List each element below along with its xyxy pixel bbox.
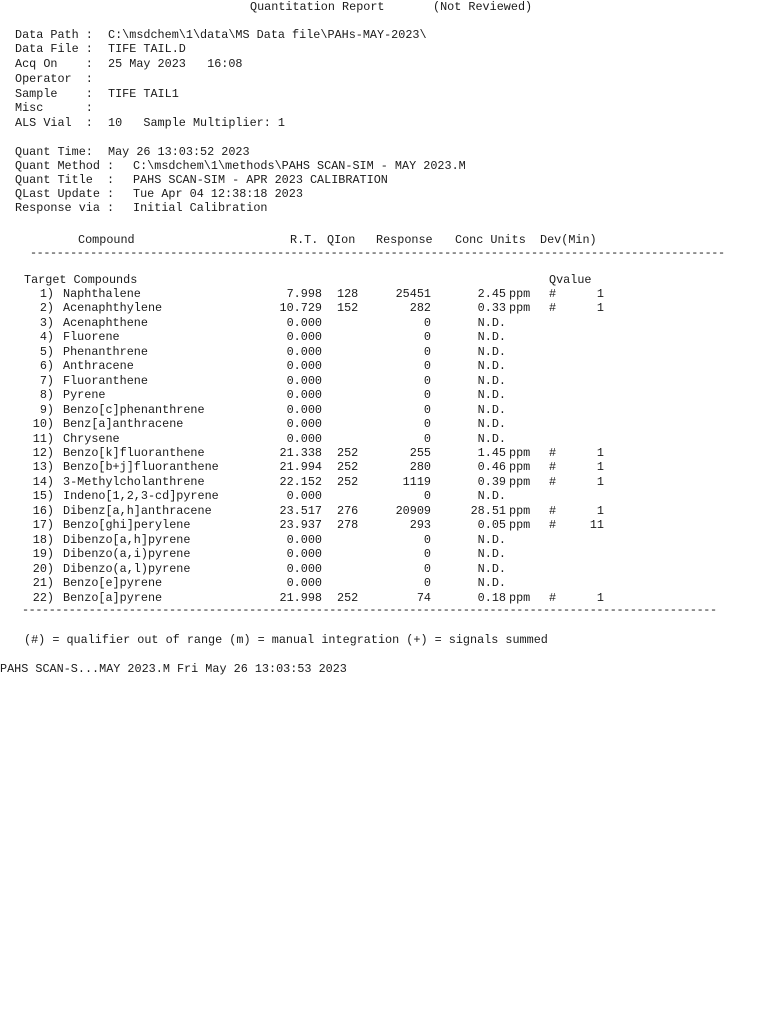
response-via-value: Initial Calibration bbox=[133, 201, 268, 215]
units: ppm bbox=[509, 460, 531, 475]
concentration: N.D. bbox=[477, 344, 506, 359]
retention-time: 7.998 bbox=[286, 287, 322, 301]
section-target-compounds: Target Compounds bbox=[24, 273, 138, 287]
response: 0 bbox=[423, 431, 431, 446]
qualifier-flag: # bbox=[549, 445, 557, 460]
concentration: N.D. bbox=[477, 373, 506, 388]
qvalue: 1 bbox=[596, 590, 604, 605]
qion: 128 bbox=[337, 287, 359, 301]
compound-name: Benz[a]anthracene bbox=[63, 417, 184, 431]
retention-time: 0.000 bbox=[286, 489, 322, 504]
retention-time: 0.000 bbox=[286, 330, 322, 345]
retention-time: 21.998 bbox=[279, 590, 322, 605]
retention-time: 0.000 bbox=[286, 532, 322, 547]
concentration: N.D. bbox=[477, 330, 506, 345]
row-number: 9) bbox=[39, 402, 54, 417]
concentration: N.D. bbox=[477, 402, 506, 417]
operator-label: Operator : bbox=[15, 72, 93, 86]
retention-time: 23.517 bbox=[279, 503, 322, 518]
response: 0 bbox=[423, 532, 431, 547]
retention-time: 10.729 bbox=[279, 301, 322, 316]
response: 25451 bbox=[395, 287, 431, 301]
compound-name: Naphthalene bbox=[63, 287, 141, 301]
qion: 276 bbox=[337, 503, 359, 518]
page-footer: PAHS SCAN-S...MAY 2023.M Fri May 26 13:03:53 2023 bbox=[0, 662, 347, 676]
compound-name: Acenaphthylene bbox=[63, 301, 163, 316]
retention-time: 0.000 bbox=[286, 431, 322, 446]
concentration: 0.33 bbox=[477, 301, 506, 316]
compound-name: Indeno[1,2,3-cd]pyrene bbox=[63, 489, 219, 504]
compound-name: Phenanthrene bbox=[63, 344, 148, 359]
acq-on-label: Acq On : bbox=[15, 57, 93, 71]
qvalue: 1 bbox=[596, 503, 604, 518]
qion: 252 bbox=[337, 460, 359, 475]
response: 0 bbox=[423, 330, 431, 345]
row-number: 17) bbox=[32, 518, 54, 533]
response: 0 bbox=[423, 417, 431, 431]
response: 0 bbox=[423, 547, 431, 562]
qualifier-flag: # bbox=[549, 518, 557, 533]
concentration: 0.05 bbox=[477, 518, 506, 533]
header-rule: -------------------------------------------------------------------------------------------------------- bbox=[30, 246, 725, 260]
row-number: 14) bbox=[32, 474, 54, 489]
row-number: 15) bbox=[32, 489, 54, 504]
qion: 252 bbox=[337, 445, 359, 460]
units: ppm bbox=[509, 503, 531, 518]
response-via-label: Response via : bbox=[15, 201, 115, 215]
retention-time: 21.994 bbox=[279, 460, 322, 475]
acq-on-value: 25 May 2023 16:08 bbox=[108, 57, 243, 71]
response: 0 bbox=[423, 315, 431, 330]
compound-name: Chrysene bbox=[63, 431, 120, 446]
qvalue: 1 bbox=[596, 287, 604, 301]
compound-name: Acenaphthene bbox=[63, 315, 148, 330]
concentration: N.D. bbox=[477, 315, 506, 330]
compound-name: Benzo[k]fluoranthene bbox=[63, 445, 205, 460]
row-number: 2) bbox=[39, 301, 54, 316]
quant-title-label: Quant Title : bbox=[15, 173, 115, 187]
concentration: N.D. bbox=[477, 431, 506, 446]
concentration: N.D. bbox=[477, 532, 506, 547]
row-number: 13) bbox=[32, 460, 54, 475]
row-number: 11) bbox=[32, 431, 54, 446]
qvalue: 1 bbox=[596, 445, 604, 460]
compound-name: Benzo[c]phenanthrene bbox=[63, 402, 205, 417]
response: 280 bbox=[409, 460, 431, 475]
retention-time: 21.338 bbox=[279, 445, 322, 460]
qualifier-flag: # bbox=[549, 460, 557, 475]
qualifier-flag: # bbox=[549, 287, 557, 301]
row-number: 22) bbox=[32, 590, 54, 605]
row-number: 3) bbox=[39, 315, 54, 330]
flag-legend: (#) = qualifier out of range (m) = manual integration (+) = signals summed bbox=[24, 633, 548, 647]
als-vial-value: 10 Sample Multiplier: 1 bbox=[108, 116, 285, 130]
concentration: N.D. bbox=[477, 547, 506, 562]
row-number: 21) bbox=[32, 576, 54, 590]
compound-name: Fluorene bbox=[63, 330, 120, 345]
col-qion: QIon bbox=[327, 233, 356, 247]
row-number: 6) bbox=[39, 359, 54, 374]
qualifier-flag: # bbox=[549, 503, 557, 518]
retention-time: 22.152 bbox=[279, 474, 322, 489]
qion: 278 bbox=[337, 518, 359, 533]
footer-rule: -------------------------------------------------------------------------------------------------------- bbox=[22, 603, 717, 617]
row-number: 12) bbox=[32, 445, 54, 460]
row-number: 4) bbox=[39, 330, 54, 345]
report-title: Quantitation Report bbox=[250, 0, 385, 14]
retention-time: 0.000 bbox=[286, 547, 322, 562]
col-rt: R.T. bbox=[290, 233, 319, 247]
retention-time: 0.000 bbox=[286, 402, 322, 417]
concentration: 0.46 bbox=[477, 460, 506, 475]
col-compound: Compound bbox=[78, 233, 135, 247]
compound-name: Dibenzo[a,h]pyrene bbox=[63, 532, 191, 547]
concentration: 2.45 bbox=[477, 287, 506, 301]
response: 282 bbox=[409, 301, 431, 316]
retention-time: 0.000 bbox=[286, 373, 322, 388]
units: ppm bbox=[509, 445, 531, 460]
quant-title-value: PAHS SCAN-SIM - APR 2023 CALIBRATION bbox=[133, 173, 388, 187]
retention-time: 0.000 bbox=[286, 417, 322, 431]
data-path-value: C:\msdchem\1\data\MS Data file\PAHs-MAY-2023\ bbox=[108, 28, 427, 42]
compound-name: Fluoranthene bbox=[63, 373, 148, 388]
compound-name: 3-Methylcholanthrene bbox=[63, 474, 205, 489]
qion: 152 bbox=[337, 301, 359, 316]
compound-name: Pyrene bbox=[63, 388, 106, 403]
qualifier-flag: # bbox=[549, 301, 557, 316]
qlast-update-label: QLast Update : bbox=[15, 187, 115, 201]
quant-time-label: Quant Time: bbox=[15, 145, 93, 159]
misc-label: Misc : bbox=[15, 101, 93, 115]
data-path-label: Data Path : bbox=[15, 28, 93, 42]
row-number: 20) bbox=[32, 561, 54, 576]
concentration: 0.18 bbox=[477, 590, 506, 605]
col-conc-units: Conc Units bbox=[455, 233, 526, 247]
units: ppm bbox=[509, 590, 531, 605]
retention-time: 0.000 bbox=[286, 315, 322, 330]
data-file-value: TIFE TAIL.D bbox=[108, 42, 186, 56]
retention-time: 0.000 bbox=[286, 388, 322, 403]
concentration: 28.51 bbox=[470, 503, 506, 518]
review-status: (Not Reviewed) bbox=[433, 0, 533, 14]
concentration: N.D. bbox=[477, 489, 506, 504]
qvalue: 1 bbox=[596, 460, 604, 475]
retention-time: 0.000 bbox=[286, 344, 322, 359]
concentration: N.D. bbox=[477, 388, 506, 403]
units: ppm bbox=[509, 474, 531, 489]
qvalue: 11 bbox=[589, 518, 604, 533]
row-number: 10) bbox=[32, 417, 54, 431]
response: 1119 bbox=[402, 474, 431, 489]
response: 0 bbox=[423, 402, 431, 417]
retention-time: 0.000 bbox=[286, 576, 322, 590]
concentration: N.D. bbox=[477, 417, 506, 431]
response: 74 bbox=[416, 590, 431, 605]
concentration: N.D. bbox=[477, 576, 506, 590]
col-dev-min: Dev(Min) bbox=[540, 233, 597, 247]
units: ppm bbox=[509, 301, 531, 316]
qion: 252 bbox=[337, 590, 359, 605]
qlast-update-value: Tue Apr 04 12:38:18 2023 bbox=[133, 187, 303, 201]
sample-label: Sample : bbox=[15, 87, 93, 101]
concentration: 0.39 bbox=[477, 474, 506, 489]
qvalue: 1 bbox=[596, 474, 604, 489]
response: 0 bbox=[423, 359, 431, 374]
compound-name: Anthracene bbox=[63, 359, 134, 374]
row-number: 16) bbox=[32, 503, 54, 518]
qvalue: 1 bbox=[596, 301, 604, 316]
quant-time-value: May 26 13:03:52 2023 bbox=[108, 145, 250, 159]
units: ppm bbox=[509, 287, 531, 301]
row-number: 5) bbox=[39, 344, 54, 359]
sample-value: TIFE TAIL1 bbox=[108, 87, 179, 101]
concentration: 1.45 bbox=[477, 445, 506, 460]
compound-name: Benzo[e]pyrene bbox=[63, 576, 163, 590]
response: 0 bbox=[423, 561, 431, 576]
compound-name: Benzo[ghi]perylene bbox=[63, 518, 191, 533]
quant-method-value: C:\msdchem\1\methods\PAHS SCAN-SIM - MAY 2023.M bbox=[133, 159, 466, 173]
data-file-label: Data File : bbox=[15, 42, 93, 56]
row-number: 19) bbox=[32, 547, 54, 562]
retention-time: 0.000 bbox=[286, 561, 322, 576]
response: 0 bbox=[423, 344, 431, 359]
row-number: 18) bbox=[32, 532, 54, 547]
concentration: N.D. bbox=[477, 359, 506, 374]
qualifier-flag: # bbox=[549, 590, 557, 605]
response: 0 bbox=[423, 489, 431, 504]
compound-name: Dibenz[a,h]anthracene bbox=[63, 503, 212, 518]
compound-name: Dibenzo(a,i)pyrene bbox=[63, 547, 191, 562]
als-vial-label: ALS Vial : bbox=[15, 116, 93, 130]
retention-time: 23.937 bbox=[279, 518, 322, 533]
compound-name: Benzo[b+j]fluoranthene bbox=[63, 460, 219, 475]
compound-name: Benzo[a]pyrene bbox=[63, 590, 163, 605]
col-response: Response bbox=[376, 233, 433, 247]
response: 0 bbox=[423, 576, 431, 590]
response: 20909 bbox=[395, 503, 431, 518]
quant-method-label: Quant Method : bbox=[15, 159, 115, 173]
compound-name: Dibenzo(a,l)pyrene bbox=[63, 561, 191, 576]
response: 255 bbox=[409, 445, 431, 460]
response: 0 bbox=[423, 388, 431, 403]
retention-time: 0.000 bbox=[286, 359, 322, 374]
qualifier-flag: # bbox=[549, 474, 557, 489]
row-number: 1) bbox=[39, 287, 54, 301]
response: 0 bbox=[423, 373, 431, 388]
qvalue-label: Qvalue bbox=[549, 273, 592, 287]
concentration: N.D. bbox=[477, 561, 506, 576]
row-number: 7) bbox=[39, 373, 54, 388]
row-number: 8) bbox=[39, 388, 54, 403]
response: 293 bbox=[409, 518, 431, 533]
units: ppm bbox=[509, 518, 531, 533]
qion: 252 bbox=[337, 474, 359, 489]
